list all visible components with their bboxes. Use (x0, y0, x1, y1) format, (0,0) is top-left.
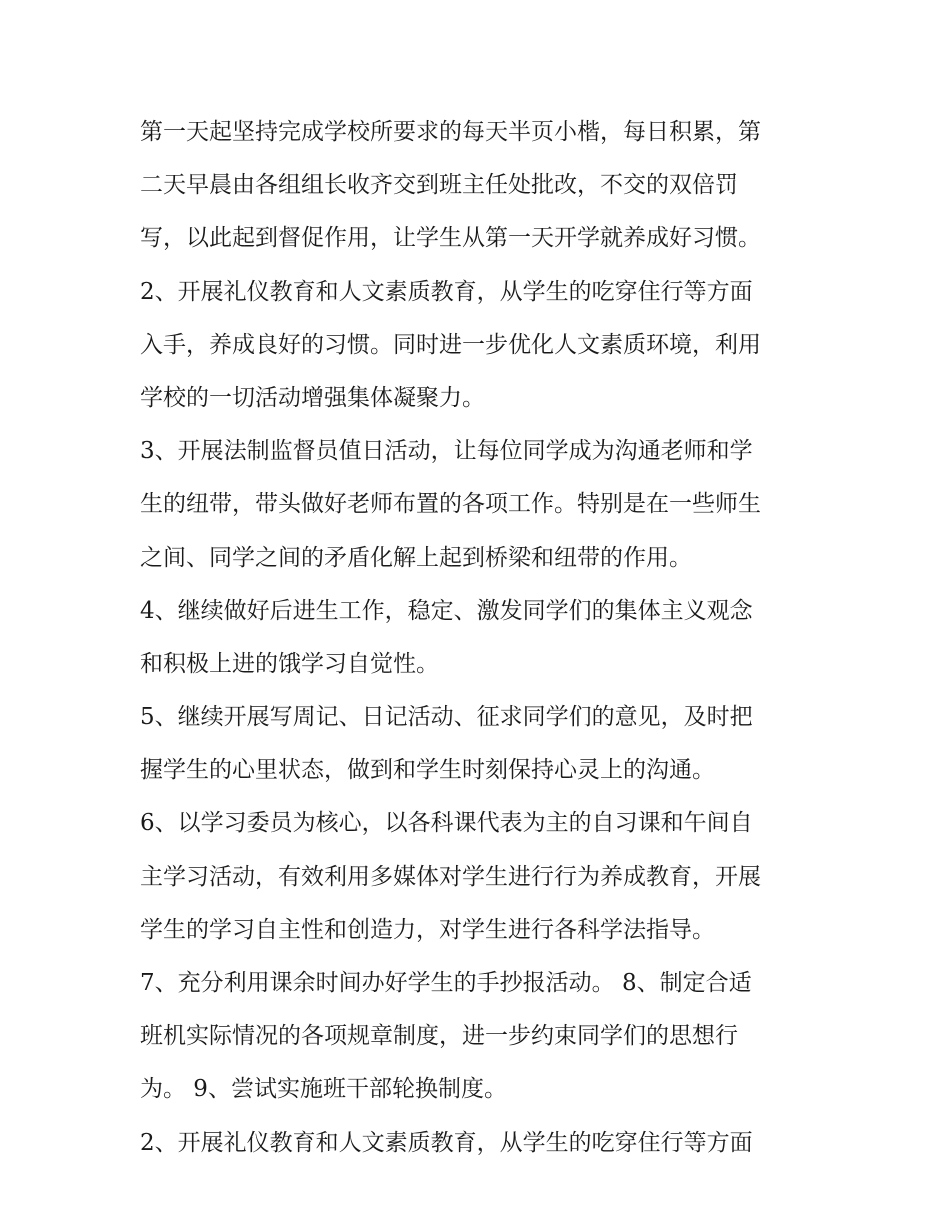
text-line: 7、充分利用课余时间办好学生的手抄报活动。 8、制定合适 (140, 970, 752, 996)
text-line: 入手，养成良好的习惯。同时进一步优化人文素质环境，利用 (140, 331, 761, 358)
text-line: 2、开展礼仪教育和人文素质教育，从学生的吃穿住行等方面 (140, 278, 753, 305)
text-line: 主学习活动，有效利用多媒体对学生进行行为养成教育，开展 (140, 863, 761, 890)
text-line: 学校的一切活动增强集体凝聚力。 (140, 384, 485, 411)
text-line: 2、开展礼仪教育和人文素质教育，从学生的吃穿住行等方面 (140, 1129, 753, 1156)
text-line: 学生的学习自主性和创造力，对学生进行各科学法指导。 (140, 916, 715, 943)
text-line: 和积极上进的饿学习自觉性。 (140, 650, 439, 677)
text-line: 为。 9、尝试实施班干部轮换制度。 (140, 1076, 507, 1103)
text-line: 握学生的心里状态，做到和学生时刻保持心灵上的沟通。 (140, 757, 715, 784)
text-line: 生的纽带，带头做好老师布置的各项工作。特别是在一些师生 (140, 491, 761, 518)
text-line: 写，以此起到督促作用，让学生从第一天开学就养成好习惯。 (140, 225, 761, 252)
text-line: 4、继续做好后进生工作，稳定、激发同学们的集体主义观念 (140, 597, 753, 624)
text-line: 之间、同学之间的矛盾化解上起到桥梁和纽带的作用。 (140, 544, 692, 571)
text-line: 班机实际情况的各项规章制度，进一步约束同学们的思想行 (140, 1023, 738, 1050)
document-body (140, 106, 820, 1170)
text-line: 6、以学习委员为核心，以各科课代表为主的自习课和午间自 (140, 810, 753, 837)
text-line: 二天早晨由各组组长收齐交到班主任处批改，不交的双倍罚 (140, 172, 738, 199)
text-line: 第一天起坚持完成学校所要求的每天半页小楷，每日积累，第 (140, 119, 761, 145)
text-line: 5、继续开展写周记、日记活动、征求同学们的意见，及时把 (140, 704, 753, 731)
text-line: 3、开展法制监督员值日活动，让每位同学成为沟通老师和学 (140, 438, 753, 465)
